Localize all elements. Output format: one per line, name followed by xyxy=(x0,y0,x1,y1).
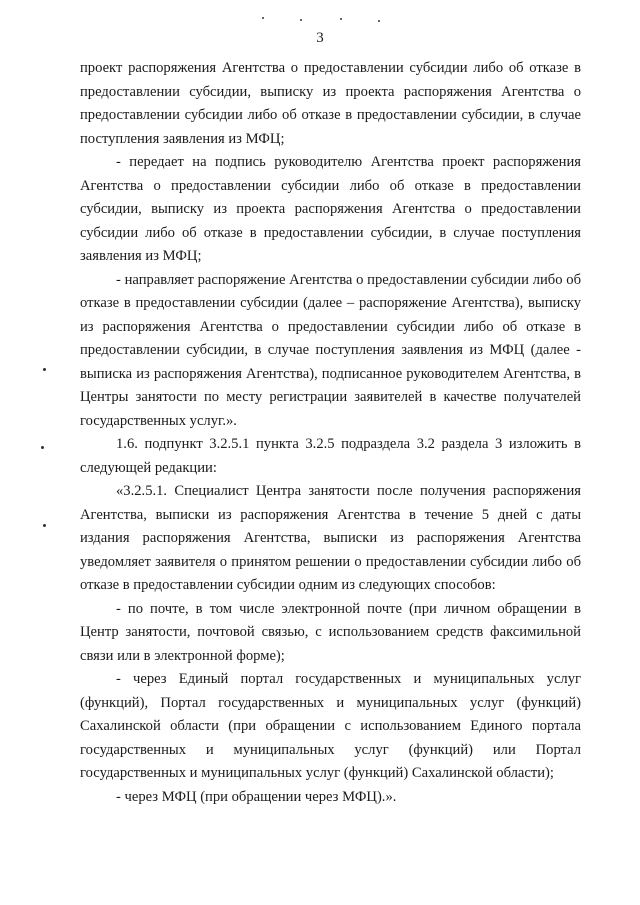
paragraph: - через Единый портал государственных и муниципальных услуг (функций), Портал государственных и муниципальных услуг (функций) Сахалинской области (при обращении с использованием Единого портала государственных и муниципальных услуг (функций) или Портал государственных и муниципальных услуг (функций) Сахалинской области); xyxy=(80,671,581,781)
scan-speck xyxy=(43,524,46,527)
scan-speck xyxy=(41,446,44,449)
scan-speck xyxy=(262,17,264,19)
scan-speck xyxy=(340,18,342,20)
paragraph: - через МФЦ (при обращении через МФЦ).». xyxy=(116,788,397,805)
scan-speck xyxy=(378,20,380,22)
paragraph: проект распоряжения Агентства о предоставлении субсидии либо об отказе в предоставлении субсидии, выписку из проекта распоряжения Агентства о предоставлении субсидии либо об отказе в предоставлении субсидии, в случае поступления заявления из МФЦ; xyxy=(80,60,581,147)
scan-speck xyxy=(300,19,302,21)
document-body xyxy=(80,57,581,809)
page-number: 3 xyxy=(316,30,324,46)
scan-speck xyxy=(43,368,46,371)
paragraph: - передает на подпись руководителю Агентства проект распоряжения Агентства о предоставлении субсидии либо об отказе в предоставлении субсидии, выписку из проекта распоряжения Агентства о предоставлении субсидии либо об отказе в предоставлении субсидии, в случае поступления заявления из МФЦ; xyxy=(80,154,581,264)
paragraph: 1.6. подпункт 3.2.5.1 пункта 3.2.5 подраздела 3.2 раздела 3 изложить в следующей редакции: xyxy=(80,436,581,476)
paragraph: «3.2.5.1. Специалист Центра занятости после получения распоряжения Агентства, выписки из распоряжения Агентства в течение 5 дней с даты издания распоряжения Агентства, выписки из распоряжения Агентства уведомляет заявителя о принятом решении о предоставлении субсидии либо об отказе в предоставлении субсидии одним из следующих способов: xyxy=(80,483,581,593)
paragraph: - по почте, в том числе электронной почте (при личном обращении в Центр занятости, почтовой связью, с использованием средств факсимильной связи или в электронной форме); xyxy=(80,600,581,664)
paragraph: - направляет распоряжение Агентства о предоставлении субсидии либо об отказе в предоставлении субсидии (далее – распоряжение Агентства), выписку из распоряжения Агентства о предоставлении субсидии либо об отказе в предоставлении субсидии, в случае поступления заявления из МФЦ (далее - выписка из распоряжения Агентства), подписанное руководителем Агентства, в Центры занятости по месту регистрации заявителей в качестве получателей государственных услуг.». xyxy=(80,271,581,429)
